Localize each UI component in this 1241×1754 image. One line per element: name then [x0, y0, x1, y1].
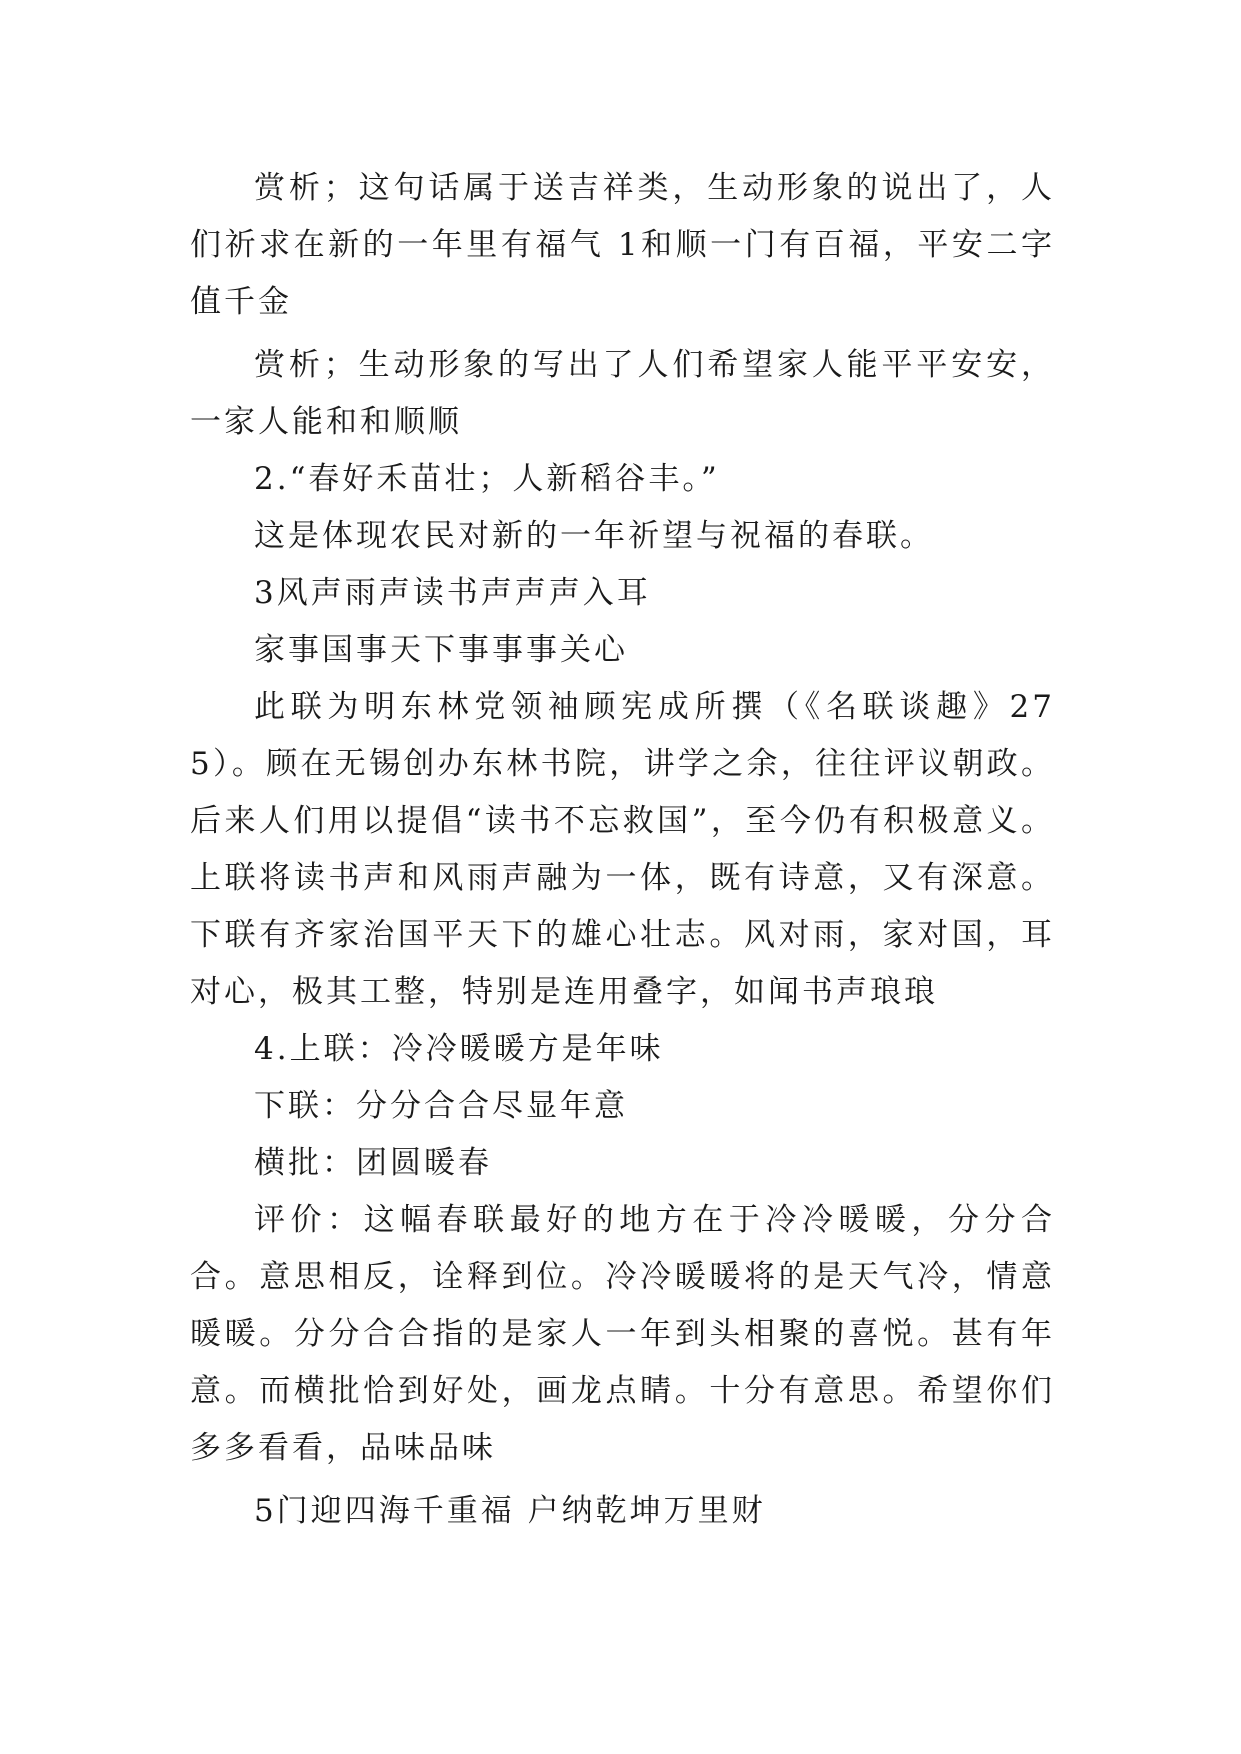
- paragraph-couplet-4-evaluation: 评价：这幅春联最好的地方在于冷冷暖暖，分分合合。意思相反，诠释到位。冷冷暖暖将的是天气冷，情意暖暖。分分合合指的是家人一年到头相聚的喜悦。甚有年意。而横批恰到好处，画龙点睛。十分有意思。希望你们多多看看，品味品味: [190, 1202, 1055, 1466]
- paragraph-couplet-3-lower: 家事国事天下事事事关心: [254, 632, 628, 668]
- paragraph-couplet-3-commentary: 此联为明东林党领袖顾宪成所撰（《名联谈趣》275）。顾在无锡创办东林书院，讲学之余，往往评议朝政。后来人们用以提倡“读书不忘救国”，至今仍有积极意义。上联将读书声和风雨声融为一体，既有诗意，又有深意。下联有齐家治国平天下的雄心壮志。风对雨，家对国，耳对心，极其工整，特别是连用叠字，如闻书声琅琅: [190, 689, 1055, 1010]
- paragraph-couplet-4-upper: 4.上联：冷冷暖暖方是年味: [254, 1031, 664, 1067]
- paragraph-appreciation-2: 赏析；生动形象的写出了人们希望家人能平平安安，一家人能和和顺顺: [190, 347, 1055, 440]
- paragraph-couplet-2-note: 这是体现农民对新的一年祈望与祝福的春联。: [254, 518, 934, 554]
- paragraph-couplet-4-lower: 下联：分分合合尽显年意: [254, 1088, 628, 1124]
- document-body: [190, 160, 1055, 1540]
- paragraph-couplet-5: 5门迎四海千重福 户纳乾坤万里财: [254, 1493, 766, 1529]
- paragraph-couplet-4-banner: 横批：团圆暖春: [254, 1145, 492, 1181]
- paragraph-couplet-3-upper: 3风声雨声读书声声声入耳: [254, 575, 651, 611]
- paragraph-couplet-2: 2.“春好禾苗壮；人新稻谷丰。”: [254, 461, 720, 497]
- paragraph-appreciation-1: 赏析；这句话属于送吉祥类，生动形象的说出了，人们祈求在新的一年里有福气 1和顺一门有百福，平安二字值千金: [190, 170, 1055, 320]
